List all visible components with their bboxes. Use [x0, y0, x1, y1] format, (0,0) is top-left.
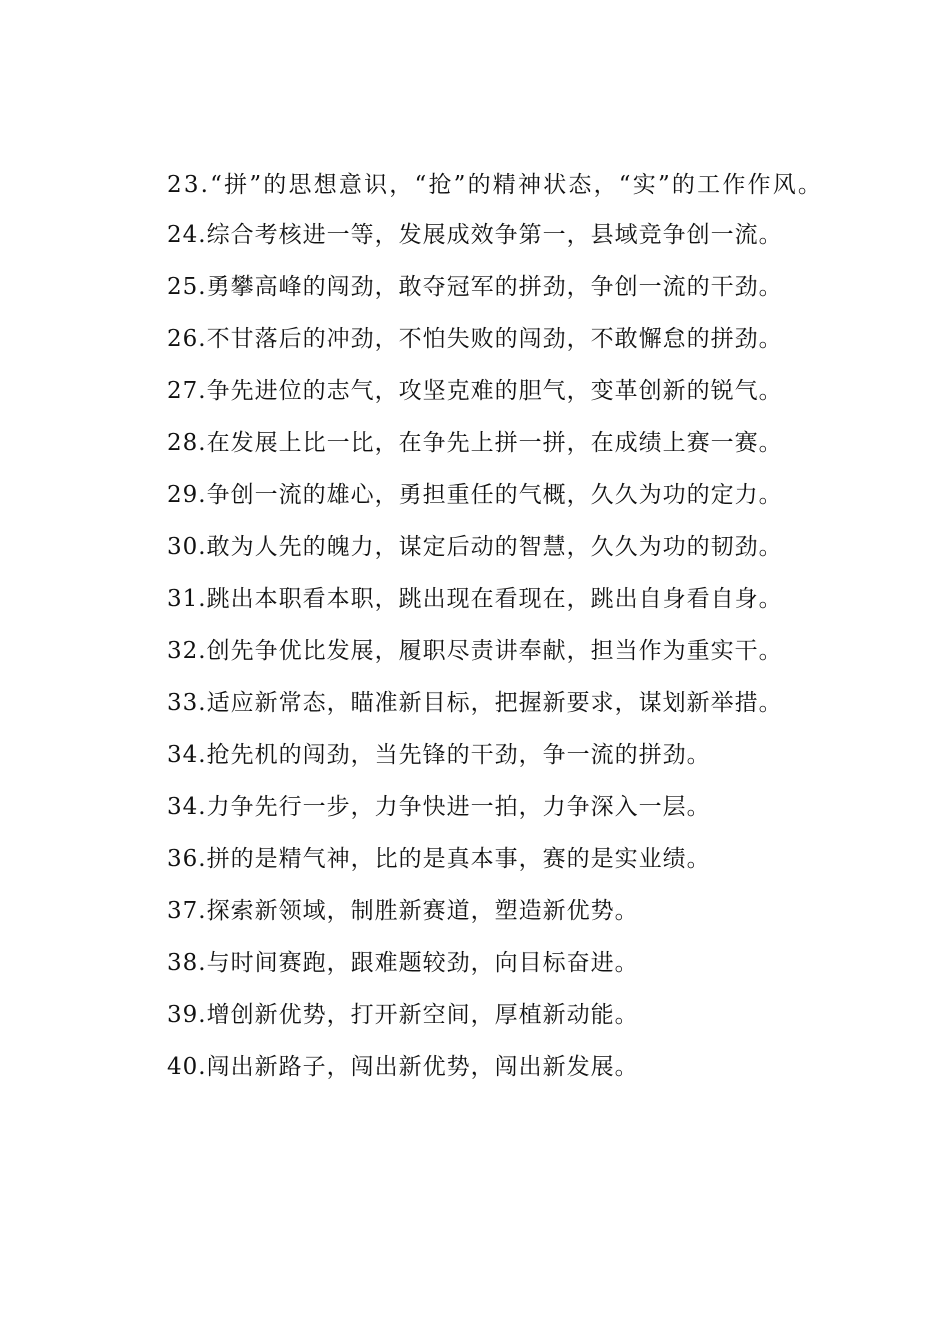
- list-item: 27.争先进位的志气，攻坚克难的胆气，变革创新的锐气。: [167, 378, 783, 404]
- list-item: 31.跳出本职看本职，跳出现在看现在，跳出自身看自身。: [167, 586, 783, 612]
- list-item: 24.综合考核进一等，发展成效争第一，县域竞争创一流。: [167, 222, 783, 248]
- list-item: 28.在发展上比一比，在争先上拼一拼，在成绩上赛一赛。: [167, 430, 783, 456]
- list-item: 40.闯出新路子，闯出新优势，闯出新发展。: [167, 1054, 639, 1080]
- list-item: 38.与时间赛跑，跟难题较劲，向目标奋进。: [167, 950, 639, 976]
- list-item: 26.不甘落后的冲劲，不怕失败的闯劲，不敢懈怠的拼劲。: [167, 326, 783, 352]
- list-item: 36.拼的是精气神，比的是真本事，赛的是实业绩。: [167, 846, 711, 872]
- list-item: 23.“拼”的思想意识，“抢”的精神状态，“实”的工作作风。: [167, 172, 824, 198]
- list-item: 37.探索新领域，制胜新赛道，塑造新优势。: [167, 898, 639, 924]
- list-item: 30.敢为人先的魄力，谋定后动的智慧，久久为功的韧劲。: [167, 534, 783, 560]
- list-item: 25.勇攀高峰的闯劲，敢夺冠军的拼劲，争创一流的干劲。: [167, 274, 783, 300]
- list-item: 39.增创新优势，打开新空间，厚植新动能。: [167, 1002, 639, 1028]
- list-item: 33.适应新常态，瞄准新目标，把握新要求，谋划新举措。: [167, 690, 783, 716]
- list-item: 34.力争先行一步，力争快进一拍，力争深入一层。: [167, 794, 711, 820]
- list-item: 34.抢先机的闯劲，当先锋的干劲，争一流的拼劲。: [167, 742, 711, 768]
- list-item: 29.争创一流的雄心，勇担重任的气概，久久为功的定力。: [167, 482, 783, 508]
- slogan-list: [128, 170, 833, 1104]
- list-item: 32.创先争优比发展，履职尽责讲奉献，担当作为重实干。: [167, 638, 783, 664]
